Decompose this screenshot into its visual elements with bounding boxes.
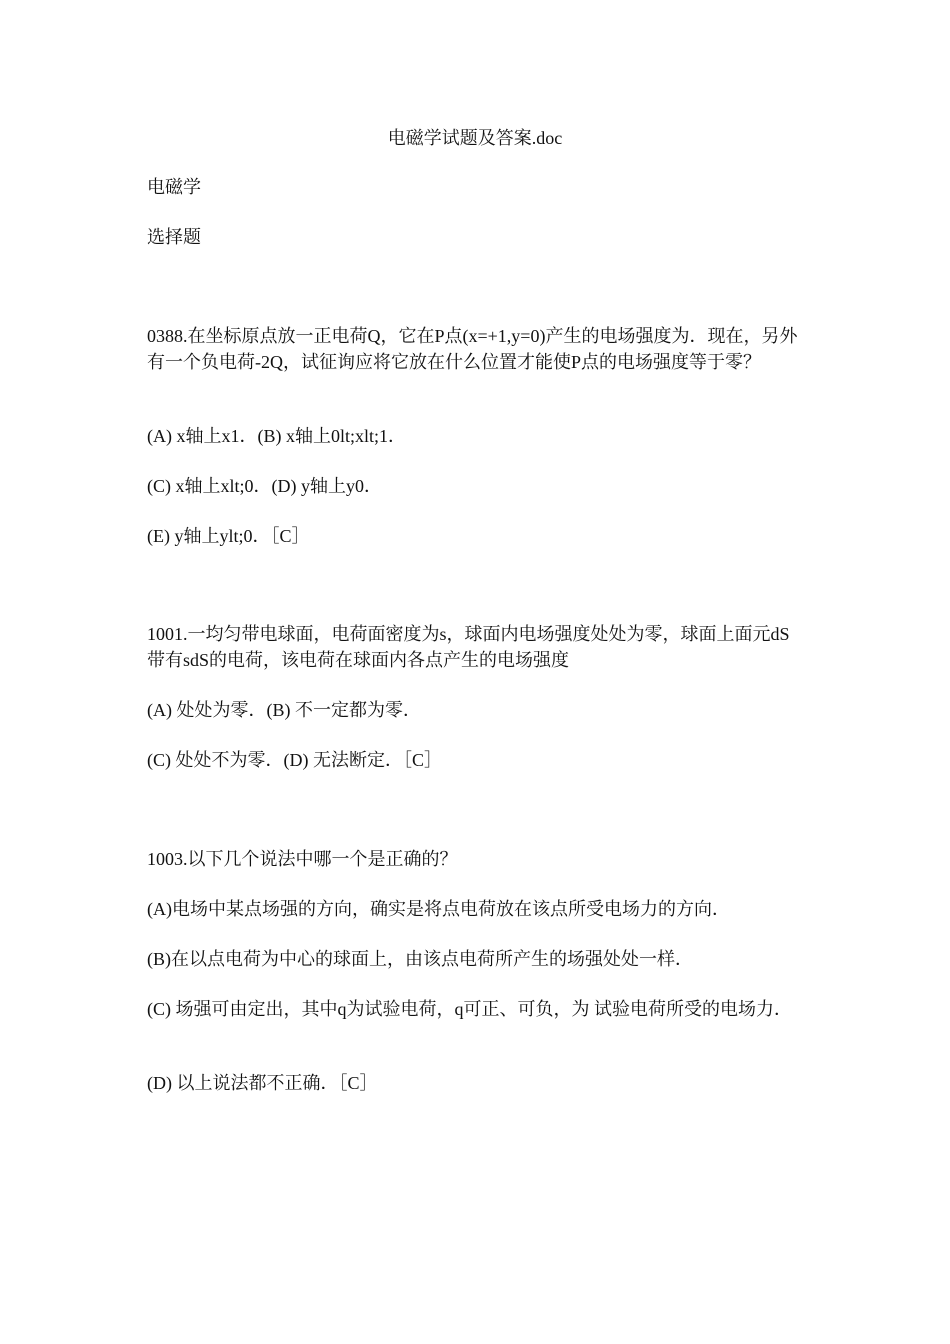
question-0388-options-cd: (C) x轴上xlt;0．(D) y轴上y0． xyxy=(147,476,382,496)
section-heading-subject: 电磁学 xyxy=(147,177,201,197)
question-1003-option-d-answer: (D) 以上说法都不正确．［C］ xyxy=(147,1073,378,1093)
section-heading-type: 选择题 xyxy=(147,227,201,247)
question-1001-options-ab: (A) 处处为零．(B) 不一定都为零． xyxy=(147,700,421,720)
question-1003-option-c: (C) 场强可由定出，其中q为试验电荷，q可正、可负，为 试验电荷所受的电场力． xyxy=(147,999,792,1019)
document-title: 电磁学试题及答案.doc xyxy=(387,128,563,148)
question-0388-options-ab: (A) x轴上x1．(B) x轴上0lt;xlt;1． xyxy=(147,426,406,446)
question-1001-stem: 1001.一均匀带电球面，电荷面密度为s，球面内电场强度处处为零，球面上面元dS带有sdS的电荷，该电荷在球面内各点产生的电场强度 xyxy=(147,624,790,670)
question-1003-option-a: (A)电场中某点场强的方向，确实是将点电荷放在该点所受电场力的方向． xyxy=(147,899,730,919)
question-0388-stem: 0388.在坐标原点放一正电荷Q，它在P点(x=+1,y=0)产生的电场强度为．现在，另外有一个负电荷-2Q，试征询应将它放在什么位置才能使P点的电场强度等于零？ xyxy=(147,326,798,372)
question-1003-option-b: (B)在以点电荷为中心的球面上，由该点电荷所产生的场强处处一样． xyxy=(147,949,693,969)
question-1001-options-cd-answer: (C) 处处不为零．(D) 无法断定．［C］ xyxy=(147,750,442,770)
question-1003-stem: 1003.以下几个说法中哪一个是正确的？ xyxy=(147,849,458,869)
question-0388-option-e-answer: (E) y轴上ylt;0．［C］ xyxy=(147,526,310,546)
